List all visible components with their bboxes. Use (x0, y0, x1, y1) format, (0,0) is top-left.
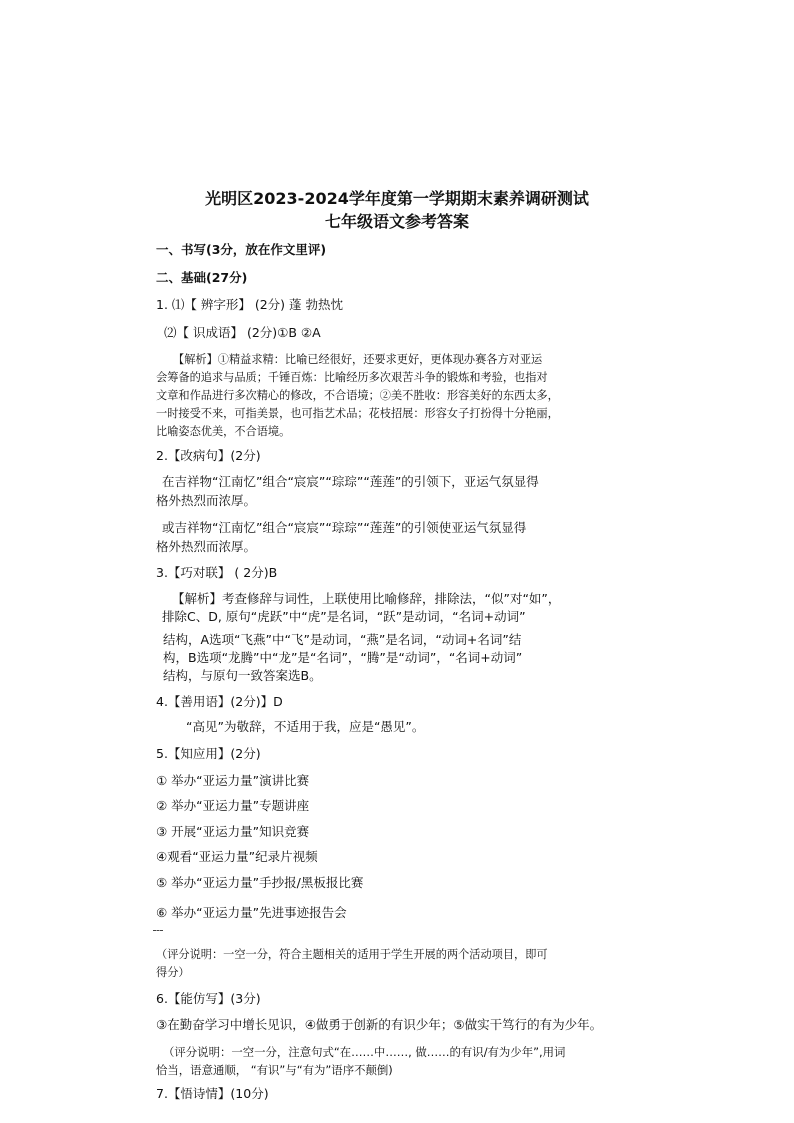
q5-option: ④观看“亚运力量”纪录片视频 (156, 849, 318, 864)
q1-part1: 1. ⑴【 辨字形】 (2分) 蓬 勃热忱 (156, 297, 344, 312)
q3-analysis-line: 结构，与原句一致答案选B。 (163, 668, 322, 683)
q3-analysis-line: 排除C、D, 原句“虎跃”中“虎”是名词，“跃”是动词，“名词+动词” (162, 609, 526, 624)
q1-analysis-line: 【解析】①精益求精：比喻已经很好，还要求更好，更体现办赛各方对亚运 (173, 353, 543, 366)
q3-analysis-line: 结构，A选项“飞燕”中“飞”是动词，“燕”是名词，“动词+名词”结 (163, 632, 522, 647)
q2-answer-line: 格外热烈而浓厚。 (156, 493, 257, 508)
q5-option: ③ 开展“亚运力量”知识竞赛 (156, 824, 310, 839)
q5-heading: 5.【知应用】(2分) (156, 746, 261, 761)
q6-heading: 6.【能仿写】(3分) (156, 991, 261, 1006)
q5-option: ② 举办“亚运力量”专题讲座 (156, 798, 310, 813)
q6-scoring-note: 恰当，语意通顺， “有识”与“有为”语序不颠倒) (156, 1063, 393, 1077)
q7-heading: 7.【悟诗情】(10分) (156, 1086, 269, 1101)
q2-answer-line: 在吉祥物“江南忆”组合“宸宸”“琮琮”“莲莲”的引领下，亚运气氛显得 (162, 474, 539, 489)
q5-option: ⑤ 举办“亚运力量”手抄报/黑板报比赛 (156, 875, 364, 890)
q5-scoring-note: （评分说明：一空一分，符合主题相关的适用于学生开展的两个活动项目，即可 (156, 948, 548, 961)
q2-alt-answer-line: 或吉祥物“江南忆”组合“宸宸”“琮琮”“莲莲”的引领使亚运气氛显得 (162, 520, 527, 535)
q5-option: ⑥ 举办“亚运力量”先进事迹报告会 (156, 905, 347, 920)
q3-analysis-line: 构，B选项“龙腾”中“龙”是“名词”，“腾”是“动词”，“名词+动词” (163, 650, 523, 665)
q4-answer: “高见”为敬辞，不适用于我，应是“愚见”。 (186, 719, 425, 734)
section-1-heading: 一、书写(3分，放在作文里评) (156, 242, 327, 257)
q1-analysis-line: 比喻姿态优美，不合语境。 (156, 425, 291, 438)
q3-heading: 3.【巧对联】 ( 2分)B (156, 565, 278, 580)
q5-scoring-note: 得分） (156, 966, 190, 979)
q3-analysis-line: 【解析】考查修辞与词性，上联使用比喻修辞，排除法，“似”对“如”， (172, 591, 561, 606)
q4-heading: 4.【善用语】(2分)】D (156, 694, 283, 709)
q1-part2: ⑵【 识成语】 (2分)①B ②A (164, 325, 321, 340)
q6-scoring-note: （评分说明：一空一分，注意句式“在……中……, 做……的有识/有为少年”,用词 (163, 1045, 566, 1059)
q2-alt-answer-line: 格外热烈而浓厚。 (156, 539, 257, 554)
q6-answer: ③在勤奋学习中增长见识，④做勇于创新的有识少年；⑤做实干笃行的有为少年。 (156, 1017, 603, 1032)
q1-analysis-line: 一时接受不来，可指美景，也可指艺术品；花枝招展：形容女子打扮得十分艳丽， (156, 407, 559, 420)
document-subtitle: 七年级语文参考答案 (324, 212, 469, 231)
document-title: 光明区2023-2024学年度第一学期期末素养调研测试 (205, 189, 589, 208)
q2-heading: 2.【改病句】(2分) (156, 448, 261, 463)
divider-mark (153, 930, 163, 931)
q1-analysis-line: 文章和作品进行多次精心的修改，不合语境；②美不胜收：形容美好的东西太多， (156, 389, 559, 402)
section-2-heading: 二、基础(27分) (156, 270, 248, 285)
q5-option: ① 举办“亚运力量”演讲比赛 (156, 773, 310, 788)
q1-analysis-line: 会筹备的追求与品质；千锤百炼：比喻经历多次艰苦斗争的锻炼和考验，也指对 (156, 371, 548, 384)
